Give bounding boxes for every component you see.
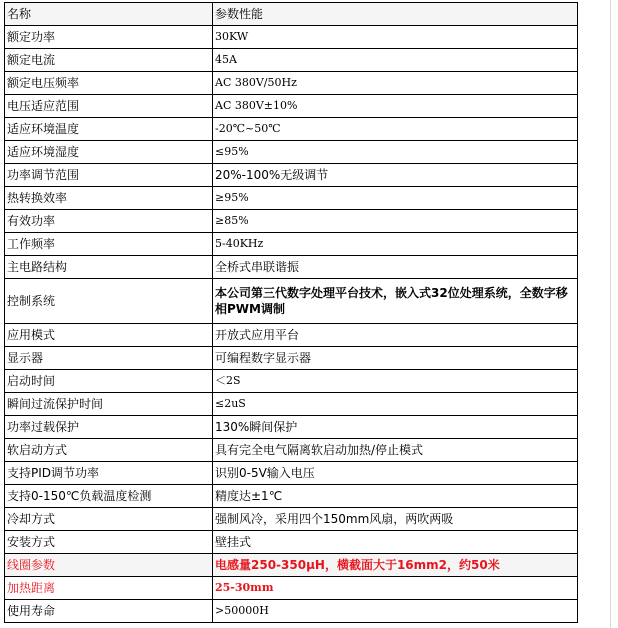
row-name: 支持0-150℃负载温度检测 — [5, 485, 213, 508]
table-row — [5, 462, 578, 485]
table-row — [5, 485, 578, 508]
table-row — [5, 26, 578, 49]
row-value: 精度达±1℃ — [213, 485, 578, 508]
row-value: 30KW — [213, 26, 578, 49]
table-header-row — [5, 3, 578, 26]
table-row — [5, 508, 578, 531]
row-value: 130%瞬间保护 — [213, 416, 578, 439]
table-row — [5, 577, 578, 600]
row-name: 应用模式 — [5, 324, 213, 347]
row-value: 强制风冷，采用四个150mm风扇，两吹两吸 — [213, 508, 578, 531]
table-row — [5, 233, 578, 256]
table-row — [5, 416, 578, 439]
row-value: 壁挂式 — [213, 531, 578, 554]
row-name: 软启动方式 — [5, 439, 213, 462]
row-name: 有效功率 — [5, 210, 213, 233]
row-name: 冷却方式 — [5, 508, 213, 531]
row-value: 5-40KHz — [213, 233, 578, 256]
row-name: 瞬间过流保护时间 — [5, 393, 213, 416]
row-value: ＜2S — [213, 370, 578, 393]
row-name: 功率调节范围 — [5, 164, 213, 187]
row-value: 识别0-5V输入电压 — [213, 462, 578, 485]
spec-table — [4, 2, 578, 623]
row-name: 控制系统 — [5, 279, 213, 324]
row-name: 额定电压频率 — [5, 72, 213, 95]
table-row — [5, 324, 578, 347]
table-row — [5, 531, 578, 554]
row-value: 45A — [213, 49, 578, 72]
table-row — [5, 141, 578, 164]
table-row — [5, 439, 578, 462]
row-value: AC 380V±10% — [213, 95, 578, 118]
table-row — [5, 554, 578, 577]
row-name: 显示器 — [5, 347, 213, 370]
row-value: 电感量250-350μH，横截面大于16mm2，约50米 — [213, 554, 578, 577]
row-name: 适应环境湿度 — [5, 141, 213, 164]
row-value: 全桥式串联谐振 — [213, 256, 578, 279]
table-row — [5, 49, 578, 72]
row-name: 电压适应范围 — [5, 95, 213, 118]
table-row — [5, 279, 578, 324]
row-value: ≥85% — [213, 210, 578, 233]
table-row — [5, 118, 578, 141]
table-row — [5, 347, 578, 370]
row-value: ≤95% — [213, 141, 578, 164]
table-row — [5, 164, 578, 187]
table-row — [5, 72, 578, 95]
row-name: 启动时间 — [5, 370, 213, 393]
row-value: 可编程数字显示器 — [213, 347, 578, 370]
row-value: 25-30mm — [213, 577, 578, 600]
row-value: 20%-100%无级调节 — [213, 164, 578, 187]
header-name-cell: 名称 — [5, 3, 213, 26]
row-name: 主电路结构 — [5, 256, 213, 279]
row-value: >50000H — [213, 600, 578, 623]
row-name: 工作频率 — [5, 233, 213, 256]
row-name: 额定功率 — [5, 26, 213, 49]
row-name: 支持PID调节功率 — [5, 462, 213, 485]
row-name: 功率过载保护 — [5, 416, 213, 439]
page-divider-line — [610, 0, 611, 628]
row-name: 安装方式 — [5, 531, 213, 554]
row-name: 额定电流 — [5, 49, 213, 72]
row-name: 使用寿命 — [5, 600, 213, 623]
table-row — [5, 370, 578, 393]
row-name: 适应环境温度 — [5, 118, 213, 141]
row-value: ≤2uS — [213, 393, 578, 416]
row-value: ≥95% — [213, 187, 578, 210]
table-row — [5, 256, 578, 279]
table-row — [5, 187, 578, 210]
row-name: 线圈参数 — [5, 554, 213, 577]
table-row — [5, 600, 578, 623]
table-row — [5, 210, 578, 233]
row-value: 本公司第三代数字处理平台技术，嵌入式32位处理系统，全数字移相PWM调制 — [213, 279, 578, 324]
header-value-cell: 参数性能 — [213, 3, 578, 26]
row-name: 加热距离 — [5, 577, 213, 600]
row-name: 热转换效率 — [5, 187, 213, 210]
row-value: AC 380V/50Hz — [213, 72, 578, 95]
row-value: 具有完全电气隔离软启动加热/停止模式 — [213, 439, 578, 462]
row-value: 开放式应用平台 — [213, 324, 578, 347]
table-row — [5, 393, 578, 416]
table-row — [5, 95, 578, 118]
row-value: -20℃~50℃ — [213, 118, 578, 141]
